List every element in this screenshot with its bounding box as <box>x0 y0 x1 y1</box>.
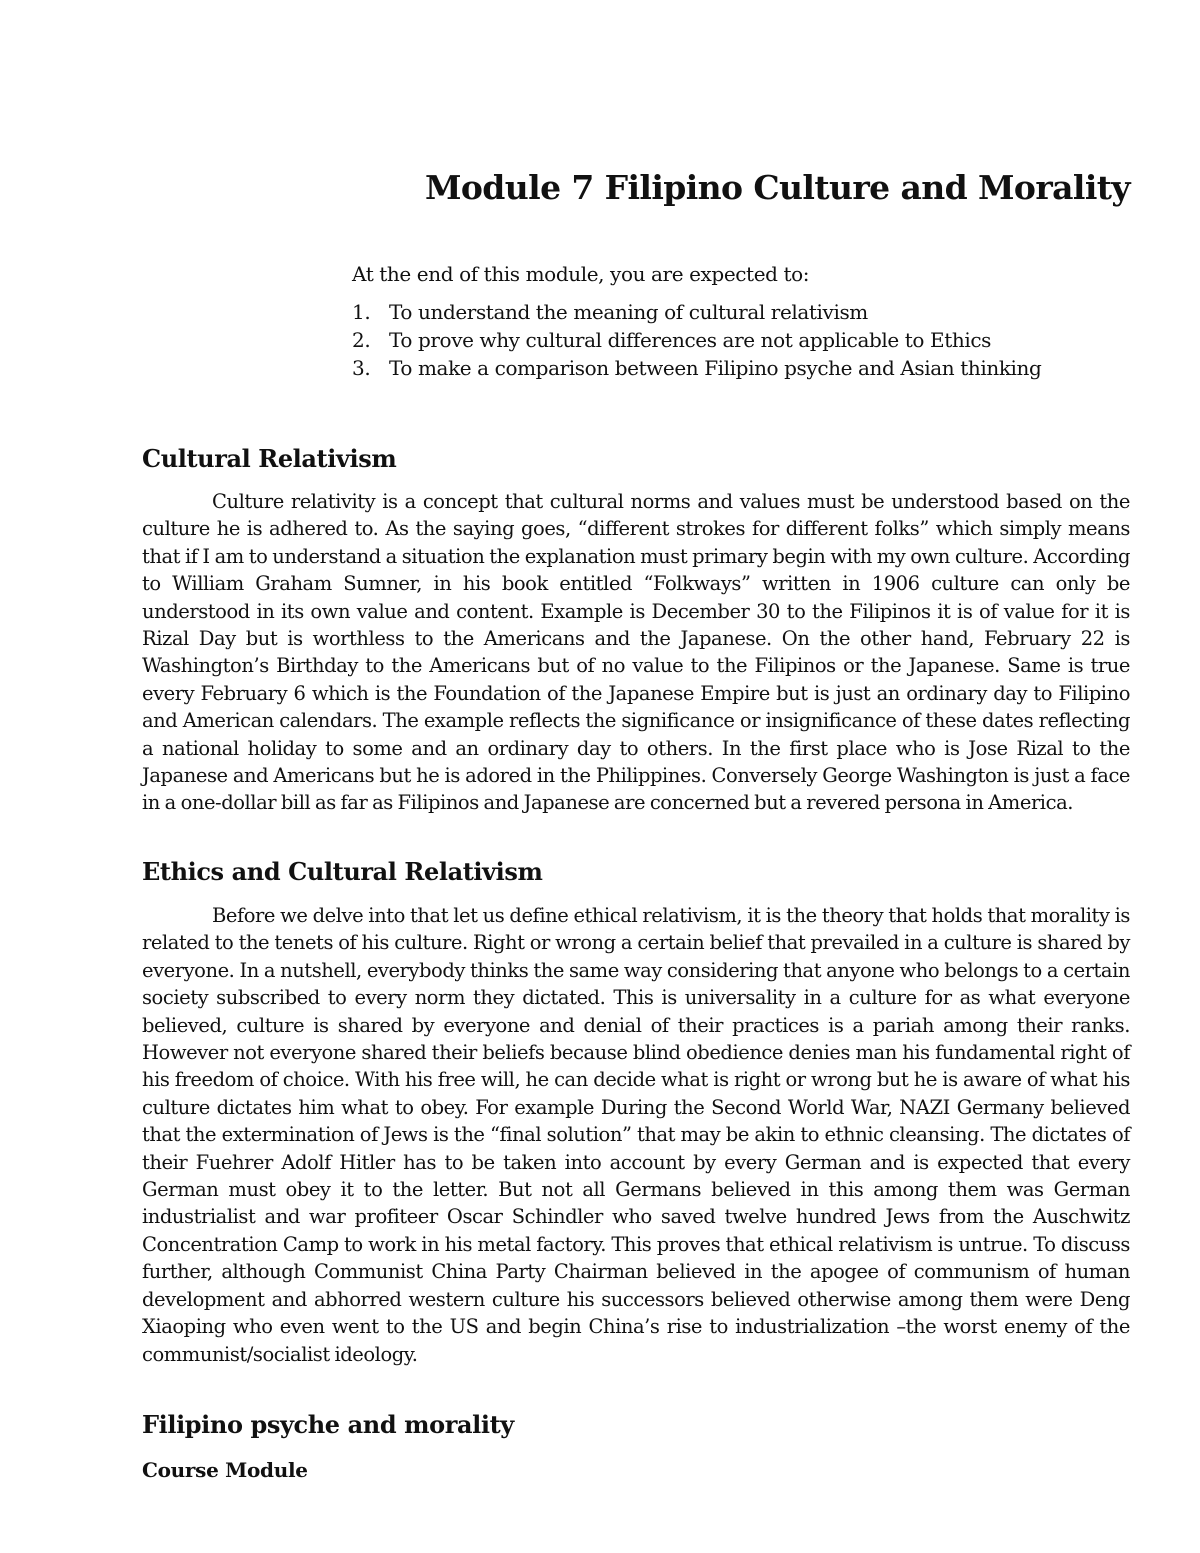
objectives-intro: At the end of this module, you are expected to: <box>352 262 810 286</box>
objectives-list <box>352 298 1112 382</box>
section-heading-cultural-relativism: Cultural Relativism <box>142 444 397 473</box>
section-body-ethics-and-cultural-relativism: Before we delve into that let us define ethical relativism, it is the theory that holds that morality is related to the tenets of his culture. Right or wrong a certain belief that prevailed in a culture is shared by everyone. In a nutshell, everybody thinks the same way considering that anyone who belongs to a certain society subscribed to every norm they dictated. This is universality in a culture for as what everyone believed, culture is shared by everyone and denial of their practices is a pariah among their ranks. However not everyone shared their beliefs because blind obedience denies man his fundamental right of his freedom of choice. With his free will, he can decide what is right or wrong but he is aware of what his culture dictates him what to obey. For example During the Second World War, NAZI Germany believed that the extermination of Jews is the “final solution” that may be akin to ethnic cleansing. The dictates of their Fuehrer Adolf Hitler has to be taken into account by every German and is expected that every German must obey it to the letter. But not all Germans believed in this among them was German industrialist and war profiteer Oscar Schindler who saved twelve hundred Jews from the Auschwitz Concentration Camp to work in his metal factory. This proves that ethical relativism is untrue. To discuss further, although Communist China Party Chairman believed in the apogee of communism of human development and abhorred western culture his successors believed otherwise among them were Deng Xiaoping who even went to the US and begin China’s rise to industrialization –the worst enemy of the communist/socialist ideology. <box>142 904 1130 1366</box>
objective-number: 3. <box>352 356 371 380</box>
page-title: Module 7 Filipino Culture and Morality <box>424 168 1130 207</box>
section-body-cultural-relativism: Culture relativity is a concept that cultural norms and values must be understood based on the culture he is adhered to. As the saying goes, “different strokes for different folks” which simply means that if I am to understand a situation the explanation must primary begin with my own culture. According to William Graham Sumner, in his book entitled “Folkways” written in 1906 culture can only be understood in its own value and content. Example is December 30 to the Filipinos it is of value for it is Rizal Day but is worthless to the Americans and the Japanese. On the other hand, February 22 is Washington’s Birthday to the Americans but of no value to the Filipinos or the Japanese. Same is true every February 6 which is the Foundation of the Japanese Empire but is just an ordinary day to Filipino and American calendars. The example reflects the significance or insignificance of these dates reflecting a national holiday to some and an ordinary day to others. In the first place who is Jose Rizal to the Japanese and Americans but he is adored in the Philippines. Conversely George Washington is just a face in a one-dollar bill as far as Filipinos and Japanese are concerned but a revered persona in America. <box>142 490 1130 815</box>
objective-text: To make a comparison between Filipino psyche and Asian thinking <box>389 356 1042 380</box>
section-heading-filipino-psyche: Filipino psyche and morality <box>142 1410 514 1439</box>
objective-number: 1. <box>352 300 371 324</box>
footer-course-module-label: Course Module <box>142 1458 308 1482</box>
objective-text: To prove why cultural differences are not applicable to Ethics <box>389 328 991 352</box>
section-heading-ethics-and-cultural-relativism: Ethics and Cultural Relativism <box>142 857 543 886</box>
objective-number: 2. <box>352 328 371 352</box>
objective-item <box>352 298 1112 326</box>
learning-objectives <box>352 262 1112 382</box>
objective-item <box>352 326 1112 354</box>
objective-text: To understand the meaning of cultural relativism <box>389 300 868 324</box>
objective-item <box>352 354 1112 382</box>
